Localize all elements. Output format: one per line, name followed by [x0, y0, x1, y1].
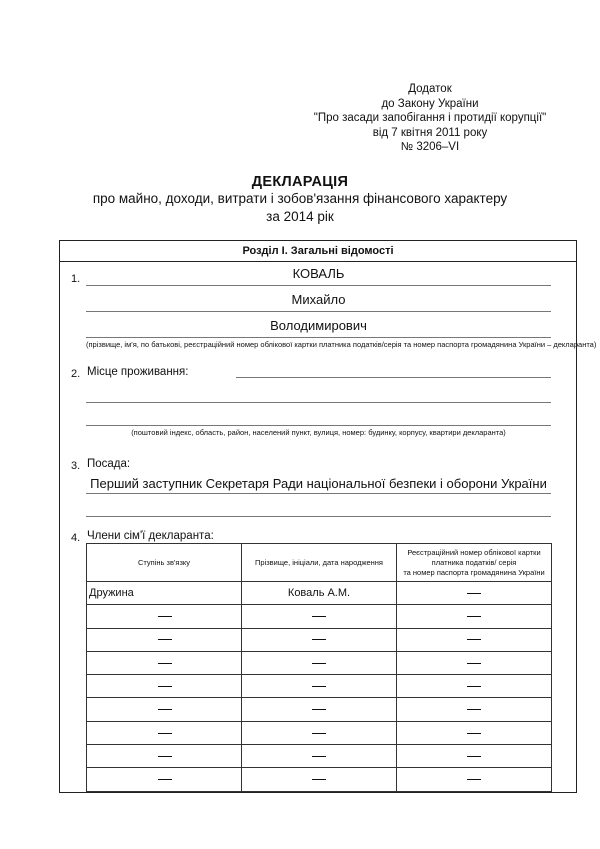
cell-reg-number: [397, 768, 552, 791]
cell-name: [242, 721, 397, 744]
document-subtitle: про майно, доходи, витрати і зобов'язання фінансового характеру: [92, 191, 508, 206]
residence-label: Місце проживання:: [87, 366, 189, 378]
dash-mark: [467, 756, 481, 757]
item1-caption: (прізвище, ім'я, по батькові, реєстраційний номер облікової картки платника податків/серія та номер паспорта громадянина України – декларанта): [86, 340, 597, 349]
dash-mark: [467, 709, 481, 710]
cell-name-text: Коваль А.М.: [287, 587, 351, 600]
item-number: 1.: [71, 273, 81, 285]
section-title: Розділ І. Загальні відомості: [59, 240, 577, 262]
header-relation: Ступінь зв'язку: [87, 544, 242, 582]
cell-relation: [87, 651, 242, 674]
cell-relation: [87, 582, 242, 605]
dash-mark: [312, 686, 326, 687]
field-line: [86, 285, 551, 286]
cell-name: [242, 675, 397, 698]
cell-name: [242, 745, 397, 768]
field-line: [86, 311, 551, 312]
cell-reg-number: [397, 675, 552, 698]
document-year: за 2014 рік: [266, 209, 334, 224]
dash-mark: [312, 663, 326, 664]
dash-mark: [467, 686, 481, 687]
annex-block: [300, 82, 560, 155]
cell-relation: [87, 675, 242, 698]
dash-mark: [467, 663, 481, 664]
cell-reg-number: [397, 745, 552, 768]
cell-reg-number: [397, 605, 552, 628]
table-header-row: [87, 544, 552, 582]
annex-line: Додаток: [408, 83, 452, 95]
dash-mark: [467, 733, 481, 734]
cell-reg-number: [397, 582, 552, 605]
dash-mark: [312, 709, 326, 710]
field-line: [86, 516, 551, 517]
cell-relation: [87, 605, 242, 628]
table-row: [87, 675, 552, 698]
dash-mark: [467, 779, 481, 780]
family-members-table: [86, 543, 552, 792]
dash-mark: [312, 779, 326, 780]
cell-name: [242, 605, 397, 628]
declarant-surname: КОВАЛЬ: [292, 266, 345, 281]
table-row: [87, 698, 552, 721]
annex-line: "Про засади запобігання і протидії корупції": [313, 112, 547, 124]
item-number: 4.: [71, 532, 81, 544]
field-line: [86, 425, 551, 426]
position-value: Перший заступник Секретаря Ради національної безпеки і оборони України: [90, 476, 547, 491]
dash-mark: [467, 639, 481, 640]
cell-relation: [87, 768, 242, 791]
table-row: [87, 605, 552, 628]
dash-mark: [158, 663, 172, 664]
cell-relation: [87, 721, 242, 744]
header-reg-line: та номер паспорта громадянина України: [403, 567, 545, 577]
cell-name: [242, 582, 397, 605]
dash-mark: [158, 756, 172, 757]
cell-name: [242, 768, 397, 791]
table-row: [87, 721, 552, 744]
dash-mark: [312, 616, 326, 617]
cell-relation-text: Дружина: [89, 587, 134, 600]
cell-name: [242, 628, 397, 651]
dash-mark: [467, 616, 481, 617]
item-number: 3.: [71, 460, 81, 472]
cell-name: [242, 698, 397, 721]
annex-line: від 7 квітня 2011 року: [372, 126, 488, 139]
item2-caption: (поштовий індекс, область, район, населений пункт, вулиця, номер: будинку, корпусу, квартири декларанта): [131, 428, 506, 437]
dash-mark: [158, 639, 172, 640]
dash-mark: [158, 686, 172, 687]
field-line: [86, 337, 551, 338]
document-title: ДЕКЛАРАЦІЯ: [251, 174, 349, 190]
dash-mark: [312, 639, 326, 640]
annex-line: до Закону України: [381, 97, 479, 110]
field-line: [236, 377, 551, 378]
dash-mark: [158, 779, 172, 780]
cell-reg-number: [397, 628, 552, 651]
dash-mark: [158, 616, 172, 617]
cell-reg-number: [397, 721, 552, 744]
table-row: [87, 628, 552, 651]
dash-mark: [158, 733, 172, 734]
cell-reg-number: [397, 651, 552, 674]
table-row: [87, 745, 552, 768]
field-line: [86, 402, 551, 403]
dash-mark: [158, 709, 172, 710]
header-reg-number: [397, 544, 552, 582]
dash-mark: [467, 593, 481, 594]
field-line: [86, 493, 551, 494]
table-row: [87, 768, 552, 791]
header-reg-line: Реєстраційний номер облікової картки: [407, 547, 541, 557]
table-row: [87, 651, 552, 674]
cell-name: [242, 651, 397, 674]
annex-line: № 3206–VI: [400, 141, 460, 153]
item-number: 2.: [71, 368, 81, 380]
cell-relation: [87, 745, 242, 768]
family-label: Члени сім'ї декларанта:: [87, 530, 214, 542]
cell-reg-number: [397, 698, 552, 721]
cell-relation: [87, 628, 242, 651]
position-label: Посада:: [87, 458, 131, 470]
table-row: [87, 582, 552, 605]
cell-relation: [87, 698, 242, 721]
declarant-name: Михайло: [291, 292, 346, 307]
declarant-patronymic: Володимирович: [270, 318, 367, 333]
header-name: Прізвище, ініціали, дата народження: [242, 544, 397, 582]
dash-mark: [312, 733, 326, 734]
dash-mark: [312, 756, 326, 757]
header-reg-line: платника податків/ серія: [431, 557, 517, 567]
